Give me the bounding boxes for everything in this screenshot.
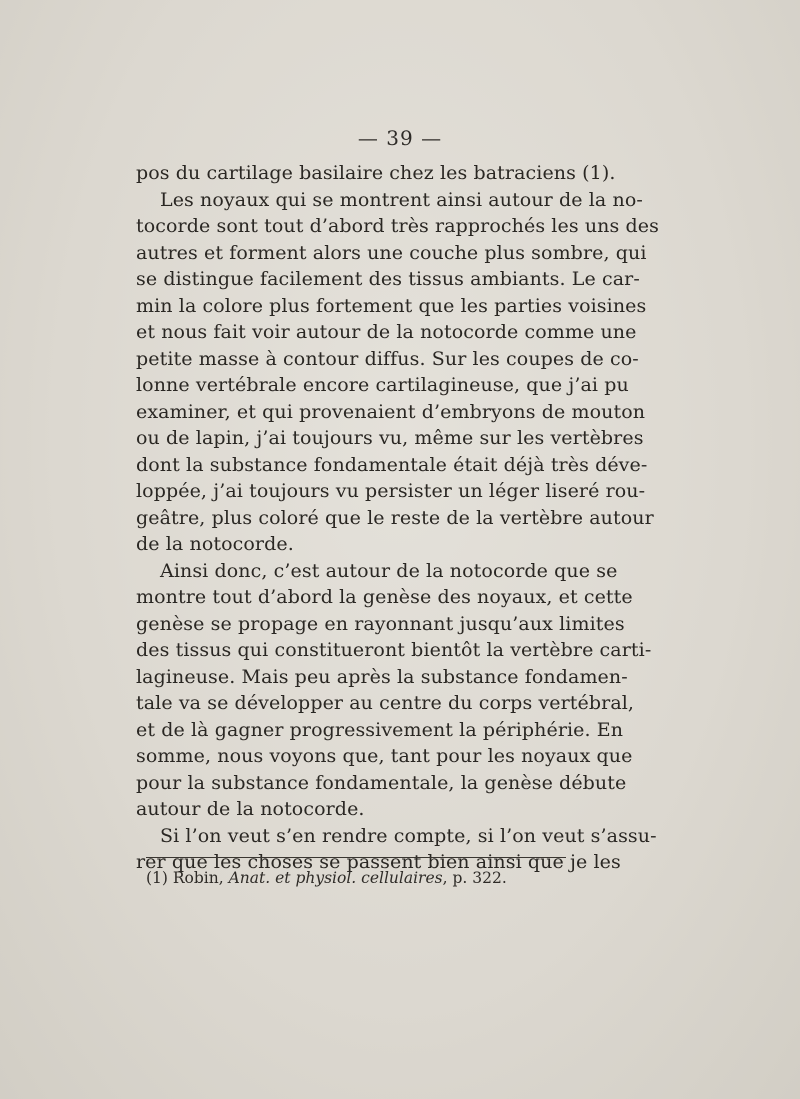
- text-line: rer que les choses se passent bien ainsi que je les: [136, 851, 621, 873]
- text-line: petite masse à contour diffus. Sur les coupes de co-: [136, 347, 639, 370]
- text-line: somme, nous voyons que, tant pour les noyaux que: [136, 745, 633, 767]
- text-line: autour de la notocorde.: [136, 798, 365, 820]
- text-line: montre tout d’abord la genèse des noyaux, et cette: [136, 586, 633, 608]
- text-line: de la notocorde.: [136, 533, 294, 555]
- text-line: Les noyaux qui se montrent ainsi autour de la no-: [160, 188, 643, 211]
- footnote-suffix: , p. 322.: [442, 869, 507, 887]
- text-line: tocorde sont tout d’abord très rapprochés les uns des: [136, 215, 659, 237]
- footnote-prefix: (1) Robin,: [146, 869, 229, 887]
- text-line: tale va se développer au centre du corps vertébral,: [136, 692, 635, 714]
- text-line: autres et forment alors une couche plus sombre, qui: [136, 241, 647, 264]
- text-line: pour la substance fondamentale, la genèse débute: [136, 771, 627, 794]
- footnote-title: Anat. et physiol. cellulaires: [228, 869, 443, 887]
- text-line: lonne vertébrale encore cartilagineuse, que j’ai pu: [136, 374, 629, 396]
- text-line: et nous fait voir autour de la notocorde comme une: [136, 321, 637, 343]
- text-line: et de là gagner progressivement la périphérie. En: [136, 718, 624, 741]
- text-line: genèse se propage en rayonnant jusqu’aux limites: [136, 612, 625, 635]
- text-line: Ainsi donc, c’est autour de la notocorde que se: [160, 559, 618, 582]
- footnote: [146, 869, 507, 887]
- text-line: des tissus qui constitueront bientôt la vertèbre carti-: [136, 639, 652, 661]
- text-line: min la colore plus fortement que les parties voisines: [136, 294, 647, 317]
- text-line: loppée, j’ai toujours vu persister un léger liseré rou-: [136, 480, 646, 502]
- text-line: se distingue facilement des tissus ambiants. Le car-: [136, 268, 640, 290]
- footnote-rule: [146, 857, 566, 858]
- text-line: lagineuse. Mais peu après la substance fondamen-: [136, 665, 628, 688]
- text-line: dont la substance fondamentale était déjà très déve-: [136, 453, 648, 476]
- text-line: ou de lapin, j’ai toujours vu, même sur les vertèbres: [136, 427, 644, 449]
- page-number: — 39 —: [357, 126, 443, 150]
- body-text: [136, 160, 659, 876]
- text-line: Si l’on veut s’en rendre compte, si l’on veut s’assu-: [160, 824, 657, 847]
- text-line: pos du cartilage basilaire chez les batraciens (1).: [136, 162, 616, 184]
- text-line: examiner, et qui provenaient d’embryons de mouton: [136, 400, 646, 423]
- text-line: geâtre, plus coloré que le reste de la vertèbre autour: [136, 506, 654, 529]
